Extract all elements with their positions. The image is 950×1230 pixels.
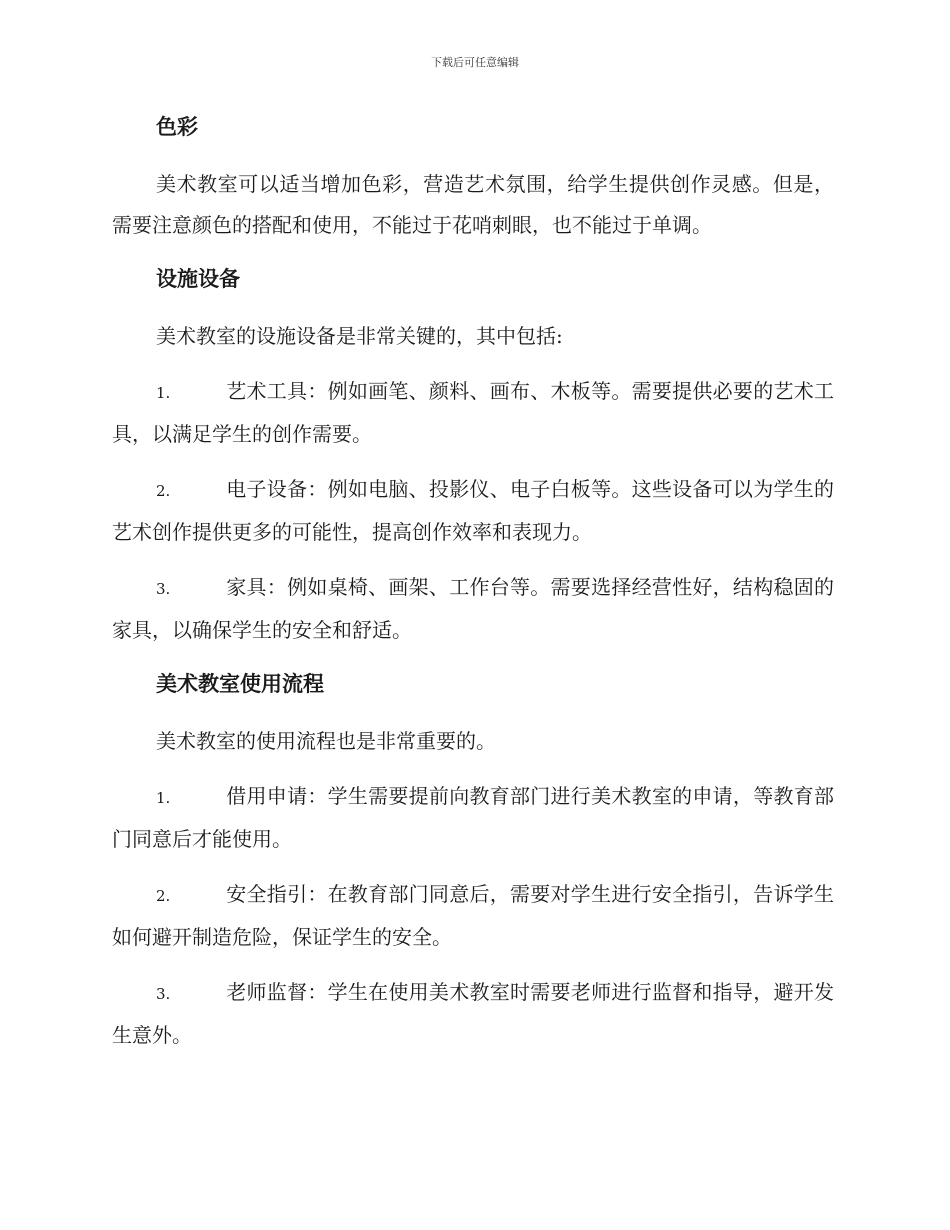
section-heading-facilities: 设施设备 bbox=[156, 267, 240, 291]
header-note: 下载后可任意编辑 bbox=[431, 56, 519, 69]
list-item-number: 2. bbox=[156, 887, 171, 905]
list-item bbox=[112, 567, 834, 651]
list-item-number: 1. bbox=[156, 384, 171, 402]
list-item-text: 电子设备：例如电脑、投影仪、电子白板等。这些设备可以为学生的艺术创作提供更多的可能性，提高创作效率和表现力。 bbox=[112, 477, 834, 544]
list-item bbox=[112, 776, 834, 860]
list-item bbox=[112, 972, 834, 1056]
section-paragraph-facilities: 美术教室的设施设备是非常关键的，其中包括: bbox=[156, 324, 563, 348]
document-body bbox=[112, 108, 834, 1070]
list-item-text: 老师监督：学生在使用美术教室时需要老师进行监督和指导，避开发生意外。 bbox=[112, 980, 834, 1047]
section-heading-usage-process: 美术教室使用流程 bbox=[156, 672, 324, 696]
list-item bbox=[112, 469, 834, 553]
section-paragraph-usage-process: 美术教室的使用流程也是非常重要的。 bbox=[156, 729, 496, 753]
list-item-text: 家具：例如桌椅、画架、工作台等。需要选择经营性好，结构稳固的家具，以确保学生的安全和舒适。 bbox=[112, 575, 834, 642]
section-heading-color: 色彩 bbox=[156, 115, 198, 139]
list-item-number: 3. bbox=[156, 580, 171, 598]
section-paragraph-color: 美术教室可以适当增加色彩，营造艺术氛围，给学生提供创作灵感。但是，需要注意颜色的搭配和使用，不能过于花哨刺眼，也不能过于单调。 bbox=[112, 172, 834, 237]
list-item-number: 3. bbox=[156, 985, 171, 1003]
list-item-text: 借用申请：学生需要提前向教育部门进行美术教室的申请，等教育部门同意后才能使用。 bbox=[112, 784, 834, 851]
list-item-text: 艺术工具：例如画笔、颜料、画布、木板等。需要提供必要的艺术工具，以满足学生的创作需要。 bbox=[112, 379, 834, 446]
list-item bbox=[112, 371, 834, 455]
list-item-number: 2. bbox=[156, 482, 171, 500]
list-item bbox=[112, 874, 834, 958]
list-item-text: 安全指引：在教育部门同意后，需要对学生进行安全指引，告诉学生如何避开制造危险，保证学生的安全。 bbox=[112, 882, 834, 949]
list-item-number: 1. bbox=[156, 789, 171, 807]
